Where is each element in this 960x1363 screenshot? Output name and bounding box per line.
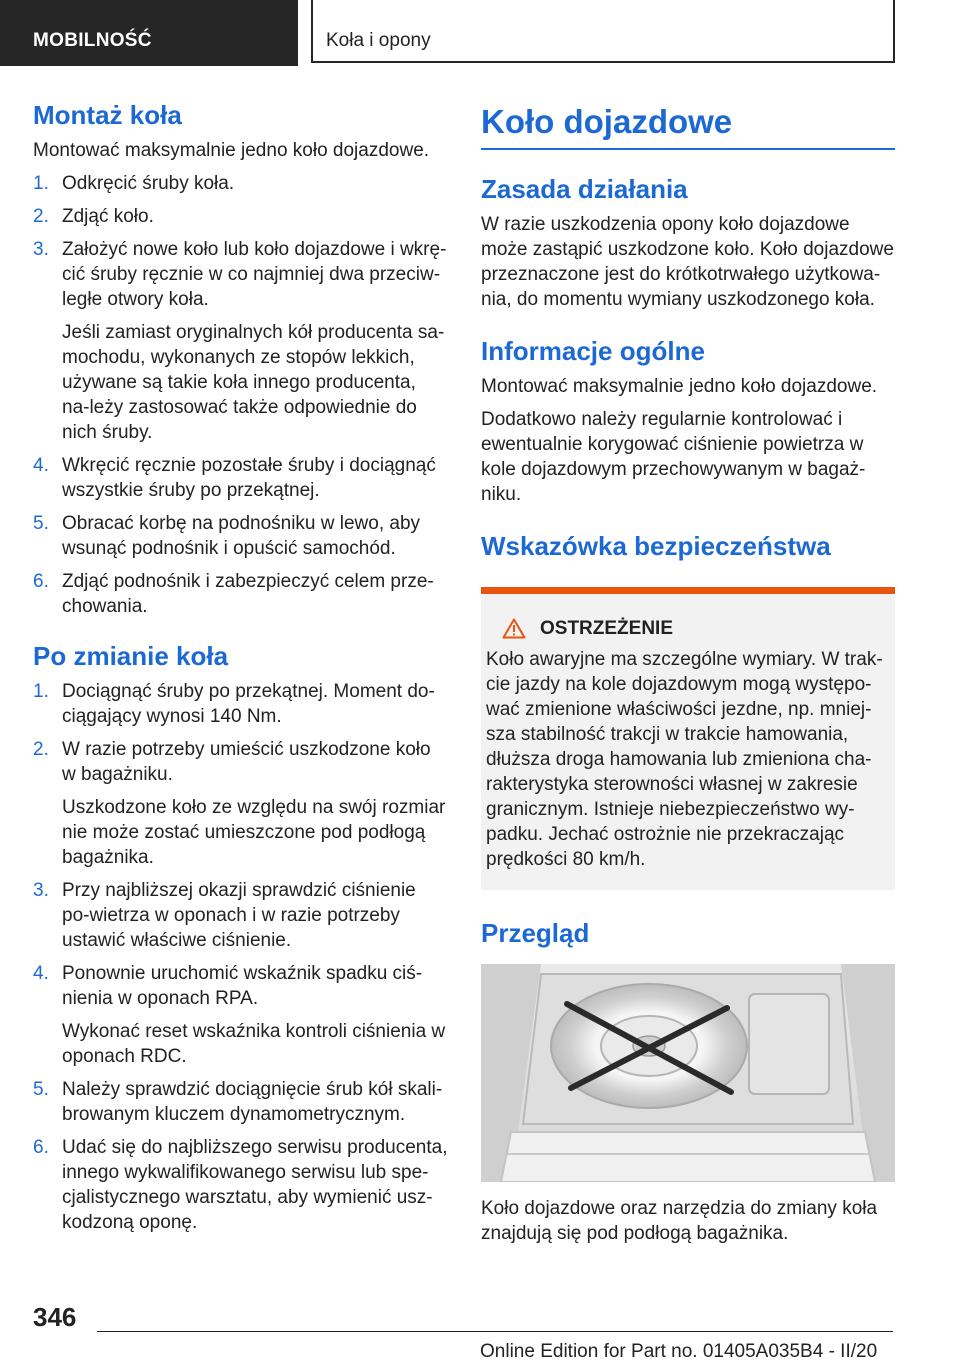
after-change-steps xyxy=(33,679,448,1235)
list-item: 4. Wkręcić ręcznie pozostałe śruby i dociągnąć wszystkie śruby po przekątnej. xyxy=(33,455,436,501)
warning-label: OSTRZEŻENIE xyxy=(540,618,674,639)
section-tab xyxy=(0,0,298,66)
image-caption: Koło dojazdowe oraz narzędzia do zmiany koła znajdują się pod podłogą bagażnika. xyxy=(481,1198,878,1244)
general-title: Informacje ogólne xyxy=(481,336,705,366)
trunk-spare-wheel-image xyxy=(481,964,895,1182)
warning-box xyxy=(481,587,895,890)
step-note: Wykonać reset wskaźnika kontroli ciśnienia w oponach RDC. xyxy=(62,1021,446,1067)
general-text-1: Montować maksymalnie jedno koło dojazdowe. xyxy=(481,376,878,397)
list-item: 3. Założyć nowe koło lub koło dojazdowe i wkrę-cić śruby ręcznie w co najmniej dwa przeciw-ległe otwory koła. Jeśli zamiast oryginalnych kół producenta sa-mochodu, wykonanych ze stopów lekkich, używane są takie koła innego producenta, na-leży zastosować także odpowiednie do nich śruby. xyxy=(33,239,447,443)
list-item: 2. W razie potrzeby umieścić uszkodzone koło w bagażniku. Uszkodzone koło ze względu na swój rozmiar nie może zostać umieszczone pod podłogą bagażnika. xyxy=(33,737,448,870)
spare-wheel-title: Koło dojazdowe xyxy=(481,98,895,150)
chapter-label: Koła i opony xyxy=(326,30,431,51)
step-note: Jeśli zamiast oryginalnych kół producenta sa-mochodu, wykonanych ze stopów lekkich, używane są takie koła innego producenta, na-leży zastosować także odpowiednie do nich śruby. xyxy=(62,322,445,443)
list-item: 5. Obracać korbę na podnośniku w lewo, aby wsunąć podnośnik i opuścić samochód. xyxy=(33,513,421,559)
list-item: 2. Zdjąć koło. xyxy=(33,206,154,227)
list-item: 1. Odkręcić śruby koła. xyxy=(33,173,235,194)
footer-divider xyxy=(97,1331,893,1332)
warning-triangle-icon xyxy=(502,618,526,639)
mount-steps xyxy=(33,171,448,619)
list-item: 6. Zdjąć podnośnik i zabezpieczyć celem prze-chowania. xyxy=(33,571,434,617)
principle-text: W razie uszkodzenia opony koło dojazdowe może zastąpić uszkodzone koło. Koło dojazdowe przeznaczone jest do krótkotrwałego użytkowa-nia, do momentu wymiany uszkodzonego koła. xyxy=(481,214,894,310)
after-change-title: Po zmianie koła xyxy=(33,641,229,671)
overview-title: Przegląd xyxy=(481,918,590,948)
mount-intro: Montować maksymalnie jedno koło dojazdowe. xyxy=(33,140,430,161)
step-note: Uszkodzone koło ze względu na swój rozmiar nie może zostać umieszczone pod podłogą bagażnika. xyxy=(62,797,446,868)
warning-header xyxy=(486,616,888,641)
edition-text: Online Edition for Part no. 01405A035B4 - II/20 xyxy=(480,1341,878,1362)
left-column xyxy=(33,98,448,1243)
list-item: 4. Ponownie uruchomić wskaźnik spadku ciś-nienia w oponach RPA. Wykonać reset wskaźnika kontroli ciśnienia w oponach RDC. xyxy=(33,961,448,1069)
principle-title: Zasada działania xyxy=(481,174,688,204)
list-item: 3. Przy najbliższej okazji sprawdzić ciśnienie po-wietrza w oponach i w razie potrzeby ustawić właściwe ciśnienie. xyxy=(33,880,416,951)
chapter-tab xyxy=(311,0,895,63)
list-item: 5. Należy sprawdzić dociągnięcie śrub kół skali-browanym kluczem dynamometrycznym. xyxy=(33,1079,443,1125)
right-column xyxy=(481,98,895,1254)
warning-text: Koło awaryjne ma szczególne wymiary. W trak-cie jazdy na kole dojazdowym mogą występo-wać zmienione właściwości jezdne, np. mniej-sza stabilność trakcji w trakcie hamowania, dłuższa droga hamowania lub zmieniona cha-rakterystyka sterowności własnej w zakresie granicznym. Istnieje niebezpieczeństwo wy-padku. Jechać ostrożnie nie przekraczając prędkości 80 km/h. xyxy=(486,649,883,870)
section-label: MOBILNOŚĆ xyxy=(33,30,152,51)
list-item: 6. Udać się do najbliższego serwisu producenta, innego wykwalifikowanego serwisu lub spe-cjalistycznego warsztatu, aby wymienić usz-kodzoną oponę. xyxy=(33,1137,448,1233)
list-item: 1. Dociągnąć śruby po przekątnej. Moment do-ciągający wynosi 140 Nm. xyxy=(33,681,435,727)
general-text-2: Dodatkowo należy regularnie kontrolować i ewentualnie korygować ciśnienie powietrza w kole dojazdowym przechowywanym w bagaż-niku. xyxy=(481,409,866,505)
mount-title: Montaż koła xyxy=(33,100,182,130)
page-number: 346 xyxy=(33,1302,77,1332)
safety-title: Wskazówka bezpieczeństwa xyxy=(481,531,831,561)
